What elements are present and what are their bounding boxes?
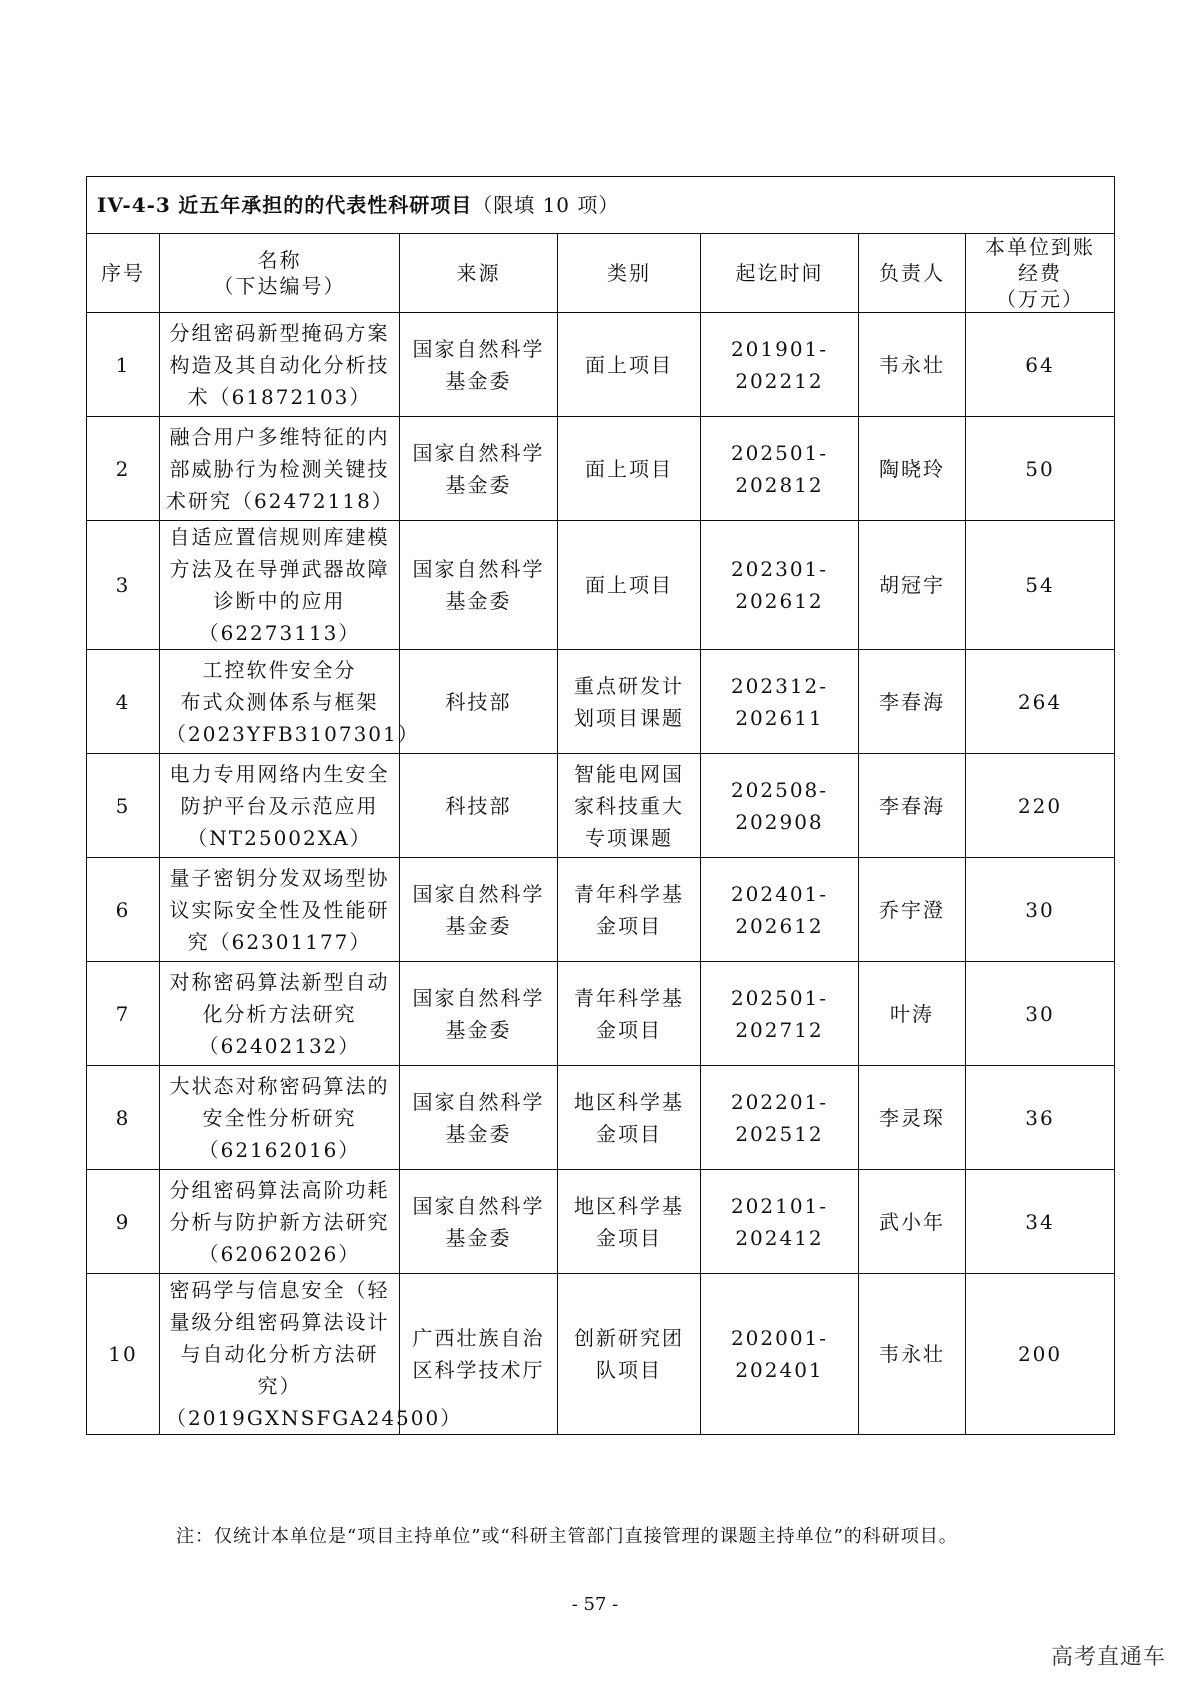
cell-leader: 胡冠宇 [859, 521, 966, 650]
cell-name-line: 分组密码新型掩码方案 [169, 320, 390, 345]
header-funding-line: 经费 [1018, 261, 1063, 285]
header-category: 类别 [558, 234, 701, 313]
page-number: - 57 - [571, 1594, 619, 1615]
cell-period: 202301-202612 [701, 521, 859, 650]
table-row [87, 313, 1115, 417]
cell-name [160, 417, 400, 521]
cell-source-line: 科技部 [445, 793, 512, 818]
cell-funding: 220 [966, 754, 1115, 858]
cell-source-line: 国家自然科学 [412, 881, 545, 906]
cell-period: 202201-202512 [701, 1066, 859, 1170]
table-row [87, 962, 1115, 1066]
cell-source-line: 基金委 [445, 1225, 512, 1250]
cell-name [160, 313, 400, 417]
cell-source-line: 基金委 [445, 913, 512, 938]
cell-name-line: 化分析方法研究 [202, 1001, 357, 1026]
table-row [87, 858, 1115, 962]
cell-leader: 叶涛 [859, 962, 966, 1066]
cell-name-line: （62162016） [198, 1137, 361, 1162]
cell-category [558, 521, 701, 650]
header-leader: 负责人 [859, 234, 966, 313]
cell-funding: 30 [966, 858, 1115, 962]
cell-source-line: 区科学技术厅 [412, 1358, 545, 1382]
cell-name [160, 1274, 463, 1435]
cell-source-line: 基金委 [445, 589, 512, 613]
cell-name-line: 布式众测体系与框架 [180, 689, 379, 714]
cell-seq: 4 [87, 650, 160, 754]
header-funding [966, 234, 1115, 313]
cell-source [400, 962, 558, 1066]
cell-name-line: 对称密码算法新型自动 [169, 969, 390, 994]
cell-seq: 6 [87, 858, 160, 962]
cell-category-line: 面上项目 [585, 456, 673, 481]
header-source: 来源 [400, 234, 558, 313]
cell-source-line: 国家自然科学 [412, 336, 545, 361]
cell-category [558, 313, 701, 417]
cell-name-line: 术（61872103） [187, 384, 372, 409]
cell-category-line: 金项目 [596, 1017, 662, 1042]
cell-period: 202401-202612 [701, 858, 859, 962]
cell-seq: 1 [87, 313, 160, 417]
cell-category-line: 金项目 [596, 913, 662, 938]
header-funding-line: （万元） [996, 287, 1085, 311]
cell-name [160, 521, 400, 650]
cell-name-line: 与自动化分析方法研 [180, 1342, 379, 1366]
cell-category [558, 754, 701, 858]
cell-leader: 李春海 [859, 754, 966, 858]
cell-name-line: 议实际安全性及性能研 [169, 897, 390, 922]
table-title [87, 177, 1115, 234]
cell-category-line: 地区科学基 [574, 1193, 684, 1218]
cell-funding: 36 [966, 1066, 1115, 1170]
cell-name-line: 部威胁行为检测关键技 [169, 456, 390, 481]
table-row [87, 417, 1115, 521]
table-row [87, 1066, 1115, 1170]
cell-seq: 2 [87, 417, 160, 521]
cell-category-line: 面上项目 [585, 573, 673, 597]
cell-source [400, 858, 558, 962]
cell-seq: 9 [87, 1170, 160, 1274]
cell-funding: 50 [966, 417, 1115, 521]
cell-funding: 30 [966, 962, 1115, 1066]
cell-name-line: 量级分组密码算法设计 [169, 1310, 390, 1334]
footnote: 注：仅统计本单位是“项目主持单位”或“科研主管部门直接管理的课题主持单位”的科研项目。 [176, 1526, 958, 1547]
cell-name [160, 858, 400, 962]
cell-source-line: 国家自然科学 [412, 557, 545, 581]
cell-name-line: （62273113） [198, 621, 361, 645]
cell-funding: 54 [966, 521, 1115, 650]
cell-category [558, 1066, 701, 1170]
cell-seq: 5 [87, 754, 160, 858]
cell-source-line: 基金委 [445, 472, 512, 497]
cell-funding: 200 [966, 1274, 1115, 1435]
cell-category-line: 智能电网国 [574, 761, 684, 786]
cell-name-line: 量子密钥分发双场型协 [169, 865, 390, 890]
table-title-row [87, 177, 1115, 234]
cell-source-line: 科技部 [445, 689, 512, 714]
cell-source-line: 国家自然科学 [412, 440, 545, 465]
cell-seq: 7 [87, 962, 160, 1066]
header-seq: 序号 [87, 234, 160, 313]
cell-funding: 34 [966, 1170, 1115, 1274]
cell-leader: 李灵琛 [859, 1066, 966, 1170]
cell-name-line: 构造及其自动化分析技 [169, 352, 390, 377]
cell-source-line: 国家自然科学 [412, 1089, 545, 1114]
cell-category-line: 创新研究团 [574, 1326, 684, 1350]
cell-seq: 3 [87, 521, 160, 650]
cell-category [558, 1170, 701, 1274]
cell-name-line: 术研究（62472118） [166, 488, 394, 513]
table-row [87, 521, 1115, 650]
cell-name-line: 分组密码算法高阶功耗 [169, 1177, 390, 1202]
cell-source [400, 313, 558, 417]
cell-category-line: 金项目 [596, 1121, 662, 1146]
cell-category-line: 地区科学基 [574, 1089, 684, 1114]
table-row [87, 650, 1115, 754]
cell-name-line: 安全性分析研究 [202, 1105, 357, 1130]
table-title-text: 近五年承担的的代表性科研项目 [178, 193, 473, 217]
cell-category-line: 青年科学基 [574, 881, 684, 906]
cell-category [558, 1274, 701, 1435]
cell-name-line: 电力专用网络内生安全 [169, 761, 390, 786]
cell-category [558, 417, 701, 521]
cell-name-line: 诊断中的应用 [213, 589, 346, 613]
cell-source-line: 基金委 [445, 1017, 512, 1042]
cell-source [400, 417, 558, 521]
table-row [87, 1274, 1115, 1435]
cell-category [558, 858, 701, 962]
cell-source-line: 基金委 [445, 1121, 512, 1146]
cell-name-line: 究（62301177） [187, 929, 372, 954]
research-projects-table [86, 176, 1115, 1435]
cell-name-line: （NT25002XA） [187, 825, 372, 850]
table-body [87, 313, 1115, 1435]
cell-category-line: 专项课题 [585, 825, 673, 850]
header-name-line: 名称 [257, 248, 302, 272]
cell-category-line: 重点研发计 [574, 673, 684, 698]
cell-category-line: 金项目 [596, 1225, 662, 1250]
cell-category [558, 962, 701, 1066]
cell-seq: 10 [87, 1274, 160, 1435]
cell-category-line: 家科技重大 [574, 793, 684, 818]
cell-name [160, 650, 420, 754]
cell-funding: 264 [966, 650, 1115, 754]
cell-period: 202312-202611 [701, 650, 859, 754]
cell-leader: 韦永壮 [859, 313, 966, 417]
cell-period: 202101-202412 [701, 1170, 859, 1274]
header-period: 起讫时间 [701, 234, 859, 313]
cell-leader: 韦永壮 [859, 1274, 966, 1435]
cell-source [400, 754, 558, 858]
header-name [160, 234, 400, 313]
cell-leader: 武小年 [859, 1170, 966, 1274]
cell-seq: 8 [87, 1066, 160, 1170]
cell-name-line: 究） [257, 1374, 302, 1398]
cell-source [400, 521, 558, 650]
cell-name-line: （2023YFB3107301） [166, 721, 420, 746]
header-name-line: （下达编号） [213, 274, 346, 298]
cell-name-line: （2019GXNSFGA24500） [166, 1406, 463, 1430]
cell-name [160, 1066, 400, 1170]
cell-name [160, 1170, 400, 1274]
cell-source [400, 1066, 558, 1170]
watermark: 高考直通车 [1050, 1645, 1166, 1670]
cell-name-line: 方法及在导弹武器故障 [169, 557, 390, 581]
cell-category-line: 划项目课题 [574, 705, 684, 730]
cell-name-line: （62062026） [198, 1241, 361, 1266]
cell-name-line: 大状态对称密码算法的 [169, 1073, 390, 1098]
cell-source [400, 650, 558, 754]
cell-category-line: 面上项目 [585, 352, 673, 377]
cell-leader: 乔宇澄 [859, 858, 966, 962]
cell-period: 202001-202401 [701, 1274, 859, 1435]
cell-name-line: 自适应置信规则库建模 [169, 525, 390, 549]
cell-name-line: （62402132） [198, 1033, 361, 1058]
cell-category-line: 队项目 [596, 1358, 662, 1382]
cell-period: 202508-202908 [701, 754, 859, 858]
cell-period: 202501-202712 [701, 962, 859, 1066]
cell-source-line: 基金委 [445, 368, 512, 393]
cell-period: 202501-202812 [701, 417, 859, 521]
cell-name [160, 754, 400, 858]
table-title-note: （限填 10 项） [472, 193, 620, 217]
cell-source-line: 国家自然科学 [412, 1193, 545, 1218]
table-row [87, 754, 1115, 858]
table-title-code: IV-4-3 [97, 193, 171, 217]
table-header-row [87, 234, 1115, 313]
cell-source [400, 1170, 558, 1274]
cell-leader: 李春海 [859, 650, 966, 754]
cell-name [160, 962, 400, 1066]
cell-category-line: 青年科学基 [574, 985, 684, 1010]
cell-source-line: 国家自然科学 [412, 985, 545, 1010]
table-row [87, 1170, 1115, 1274]
cell-name-line: 密码学与信息安全（轻 [169, 1278, 390, 1302]
cell-name-line: 融合用户多维特征的内 [169, 424, 390, 449]
header-funding-line: 本单位到账 [985, 235, 1096, 259]
cell-source-line: 广西壮族自治 [412, 1326, 545, 1350]
cell-leader: 陶晓玲 [859, 417, 966, 521]
cell-name-line: 工控软件安全分 [202, 657, 357, 682]
cell-name-line: 分析与防护新方法研究 [169, 1209, 390, 1234]
cell-name-line: 防护平台及示范应用 [180, 793, 379, 818]
cell-period: 201901-202212 [701, 313, 859, 417]
cell-category [558, 650, 701, 754]
cell-funding: 64 [966, 313, 1115, 417]
